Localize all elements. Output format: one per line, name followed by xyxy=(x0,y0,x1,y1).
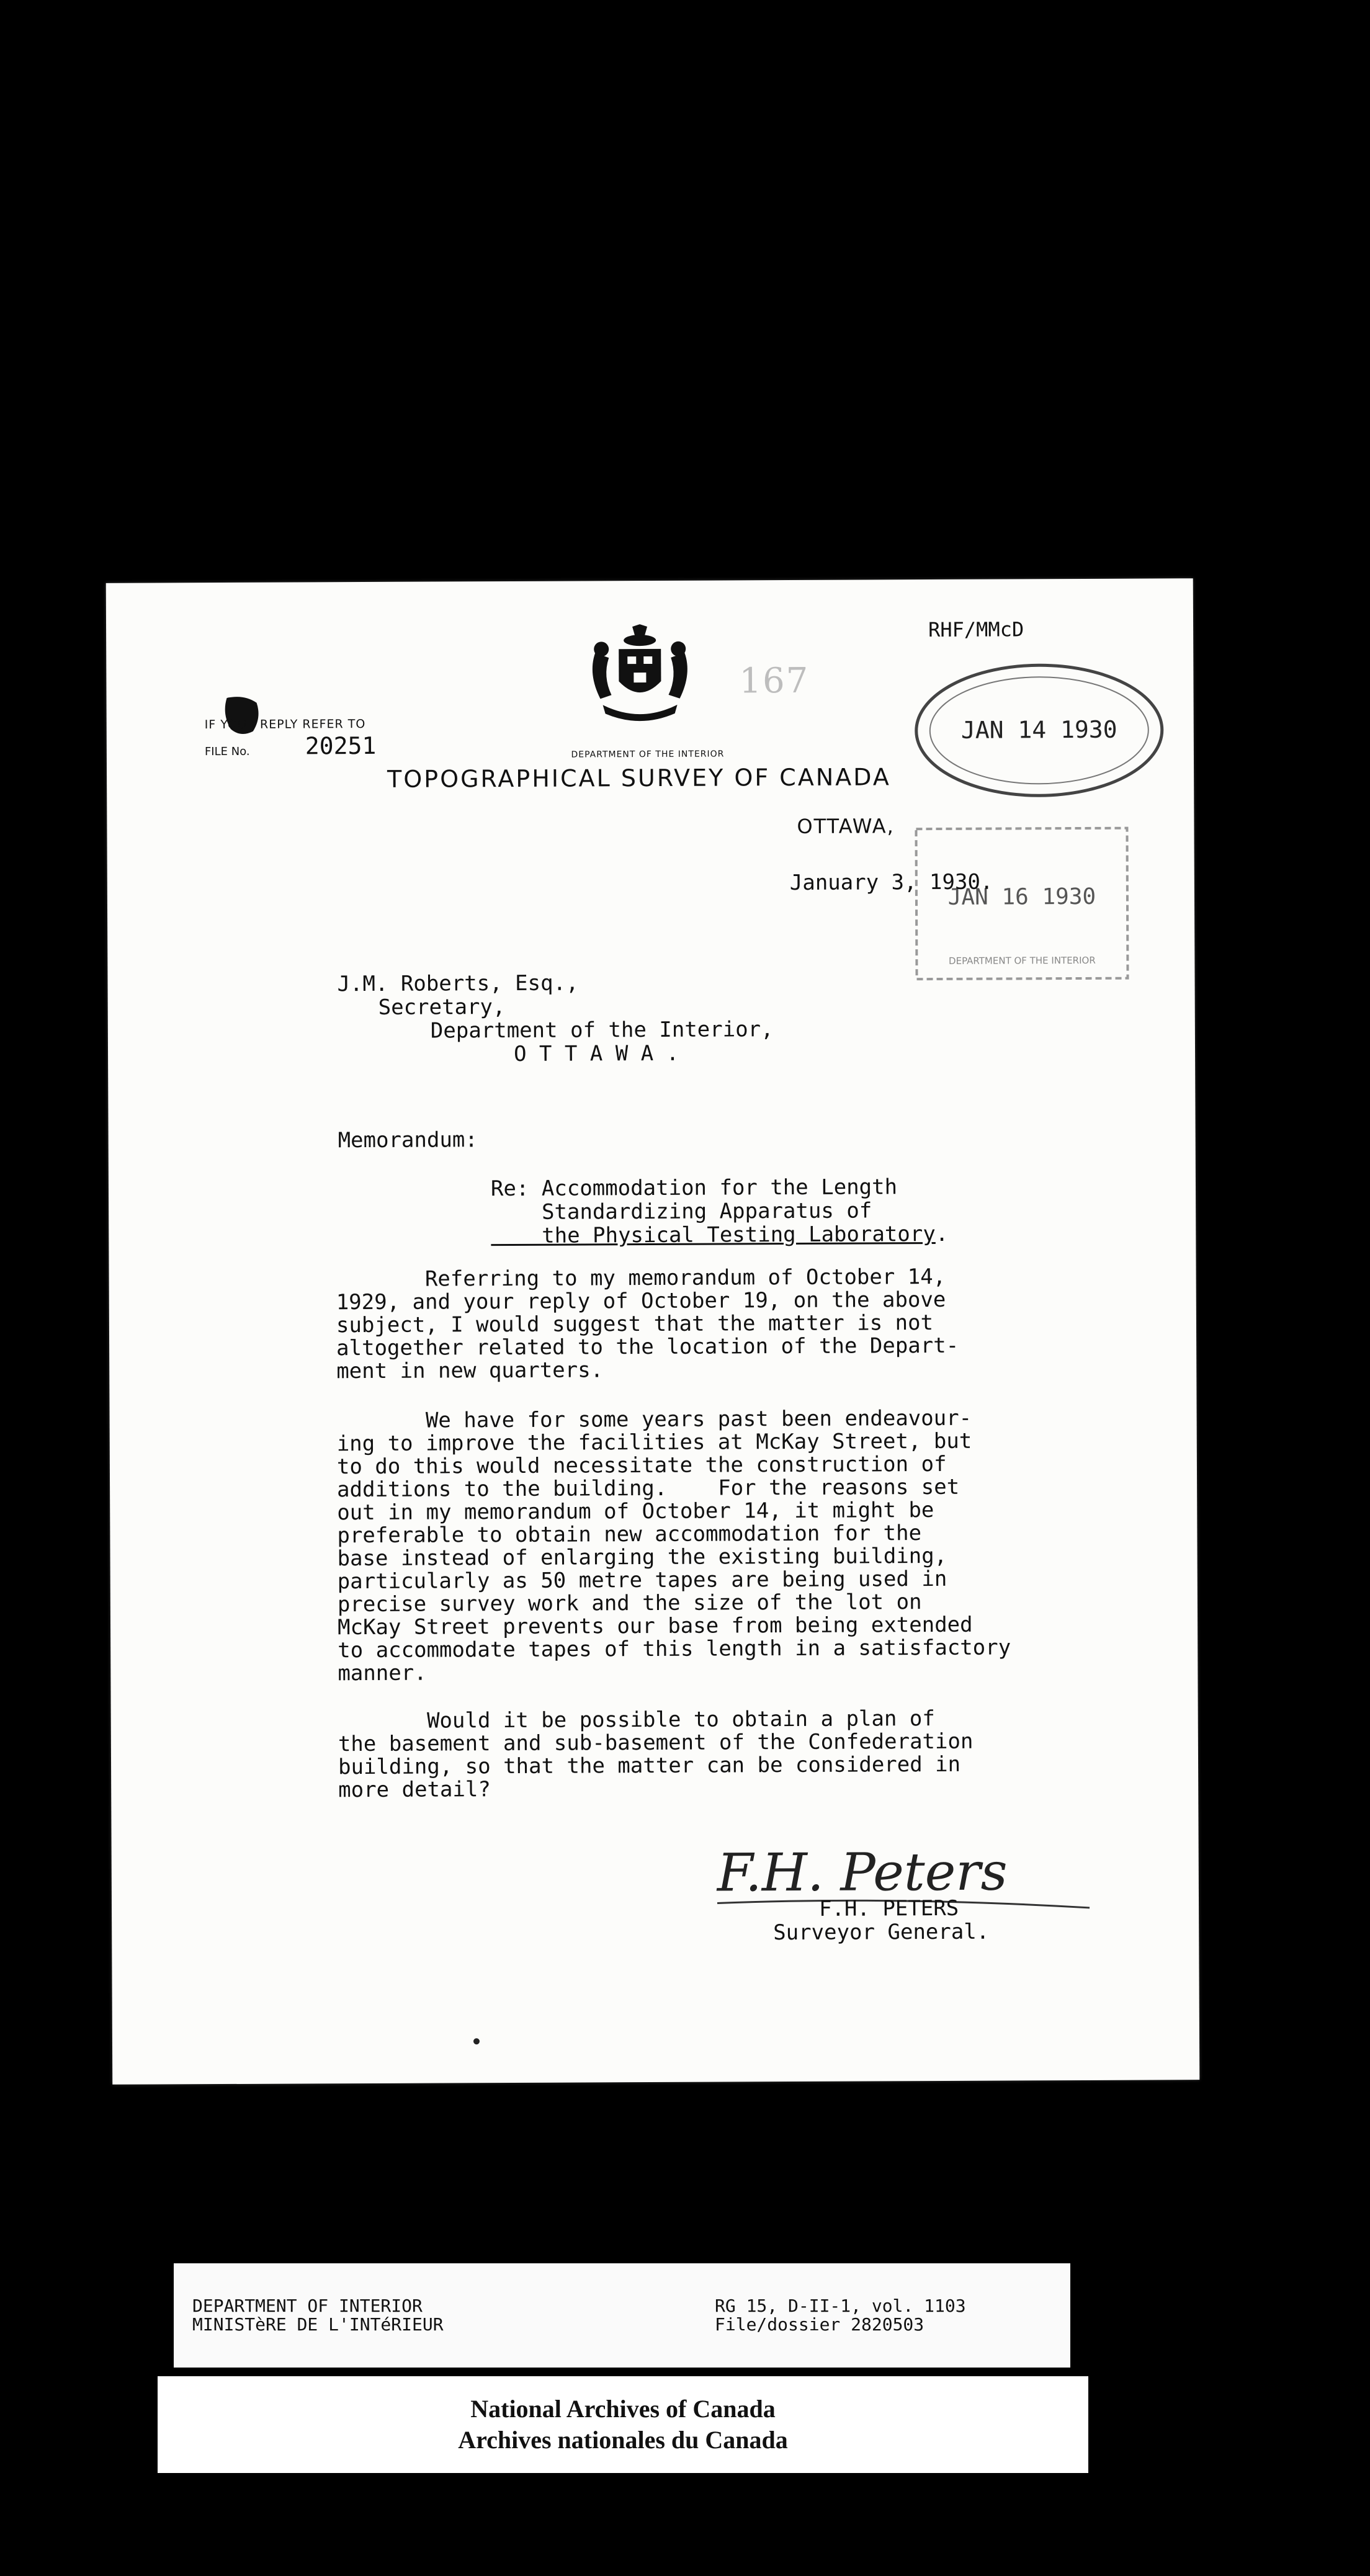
signer-name: F.H. PETERS xyxy=(818,1895,959,1921)
faint-stamp-number: 167 xyxy=(739,660,810,702)
ink-dot xyxy=(473,2038,480,2044)
letter-page xyxy=(106,578,1200,2085)
signature-text: F.H. Peters xyxy=(717,1841,1008,1903)
addressee-title: Secretary, xyxy=(378,995,506,1020)
file-number: 20251 xyxy=(305,731,377,760)
organization-title: TOPOGRAPHICAL SURVEY OF CANADA xyxy=(387,763,891,793)
signer-title: Surveyor General. xyxy=(773,1919,990,1946)
body-paragraph-3: Would it be possible to obtain a plan of the basement and sub-basement of the Confederation building, so that the matter can be considered in more detail? xyxy=(338,1706,974,1803)
letterhead-city: OTTAWA, xyxy=(797,814,895,838)
archive-dept-fr: MINISTèRE DE L'INTéRIEUR xyxy=(192,2314,444,2335)
stamp-date: JAN 14 1930 xyxy=(960,715,1117,744)
national-archives-label xyxy=(158,2376,1088,2473)
memorandum-label: Memorandum: xyxy=(338,1127,478,1153)
nac-english: National Archives of Canada xyxy=(470,2395,776,2423)
stamp-dept: DEPARTMENT OF THE INTERIOR xyxy=(949,954,1096,967)
subject-period: . xyxy=(935,1221,949,1247)
reference-initials: RHF/MMcD xyxy=(928,617,1024,642)
subject-block xyxy=(491,1175,948,1248)
reply-reference-label: IF YOUR REPLY REFER TO xyxy=(204,717,366,732)
received-stamp-rect xyxy=(913,826,1130,982)
department-caption: DEPARTMENT OF THE INTERIOR xyxy=(571,749,725,760)
file-number-label: FILE No. xyxy=(204,745,250,759)
subject-line-2: Standardizing Apparatus of xyxy=(491,1198,872,1225)
body-paragraph-1: Referring to my memorandum of October 14, 1929, and your reply of October 19, on the above subject, I would suggest that the matter is not altogether related to the location of the Depart- ment in new quarters. xyxy=(336,1264,959,1384)
addressee-name: J.M. Roberts, Esq., xyxy=(337,970,579,997)
stamp-date-2: JAN 16 1930 xyxy=(947,883,1096,910)
archive-ref: RG 15, D-II-1, vol. 1103 xyxy=(715,2296,966,2316)
archive-file: File/dossier 2820503 xyxy=(715,2314,925,2335)
coat-of-arms-icon xyxy=(584,624,696,724)
archive-reference-label xyxy=(174,2263,1070,2368)
body-paragraph-2: We have for some years past been endeavour- ing to improve the facilities at McKay Street, but to do this would necessitate the construction of additions to the building. For the reasons set out in my memorandum of October 14, it might be preferable to obtain new accommodation for the base instead of enlarging the existing building, particularly as 50 metre tapes are being used in precise survey work and the size of the lot on McKay Street prevents our base from being extended to accommodate tapes of this length in a satisfactory manner. xyxy=(336,1405,1011,1686)
subject-line-1: Re: Accommodation for the Length xyxy=(490,1174,898,1202)
subject-line-3: the Physical Testing Laboratory xyxy=(491,1222,936,1249)
archive-file-reference xyxy=(715,2297,966,2334)
nac-french: Archives nationales du Canada xyxy=(458,2426,788,2454)
addressee-department: Department of the Interior, xyxy=(430,1017,774,1044)
letter-date: January 3, 1930. xyxy=(789,869,993,896)
addressee-city: O T T A W A . xyxy=(513,1040,679,1067)
received-stamp-oval xyxy=(910,655,1168,805)
archive-dept-en: DEPARTMENT OF INTERIOR xyxy=(192,2296,423,2316)
archive-department xyxy=(192,2297,444,2334)
